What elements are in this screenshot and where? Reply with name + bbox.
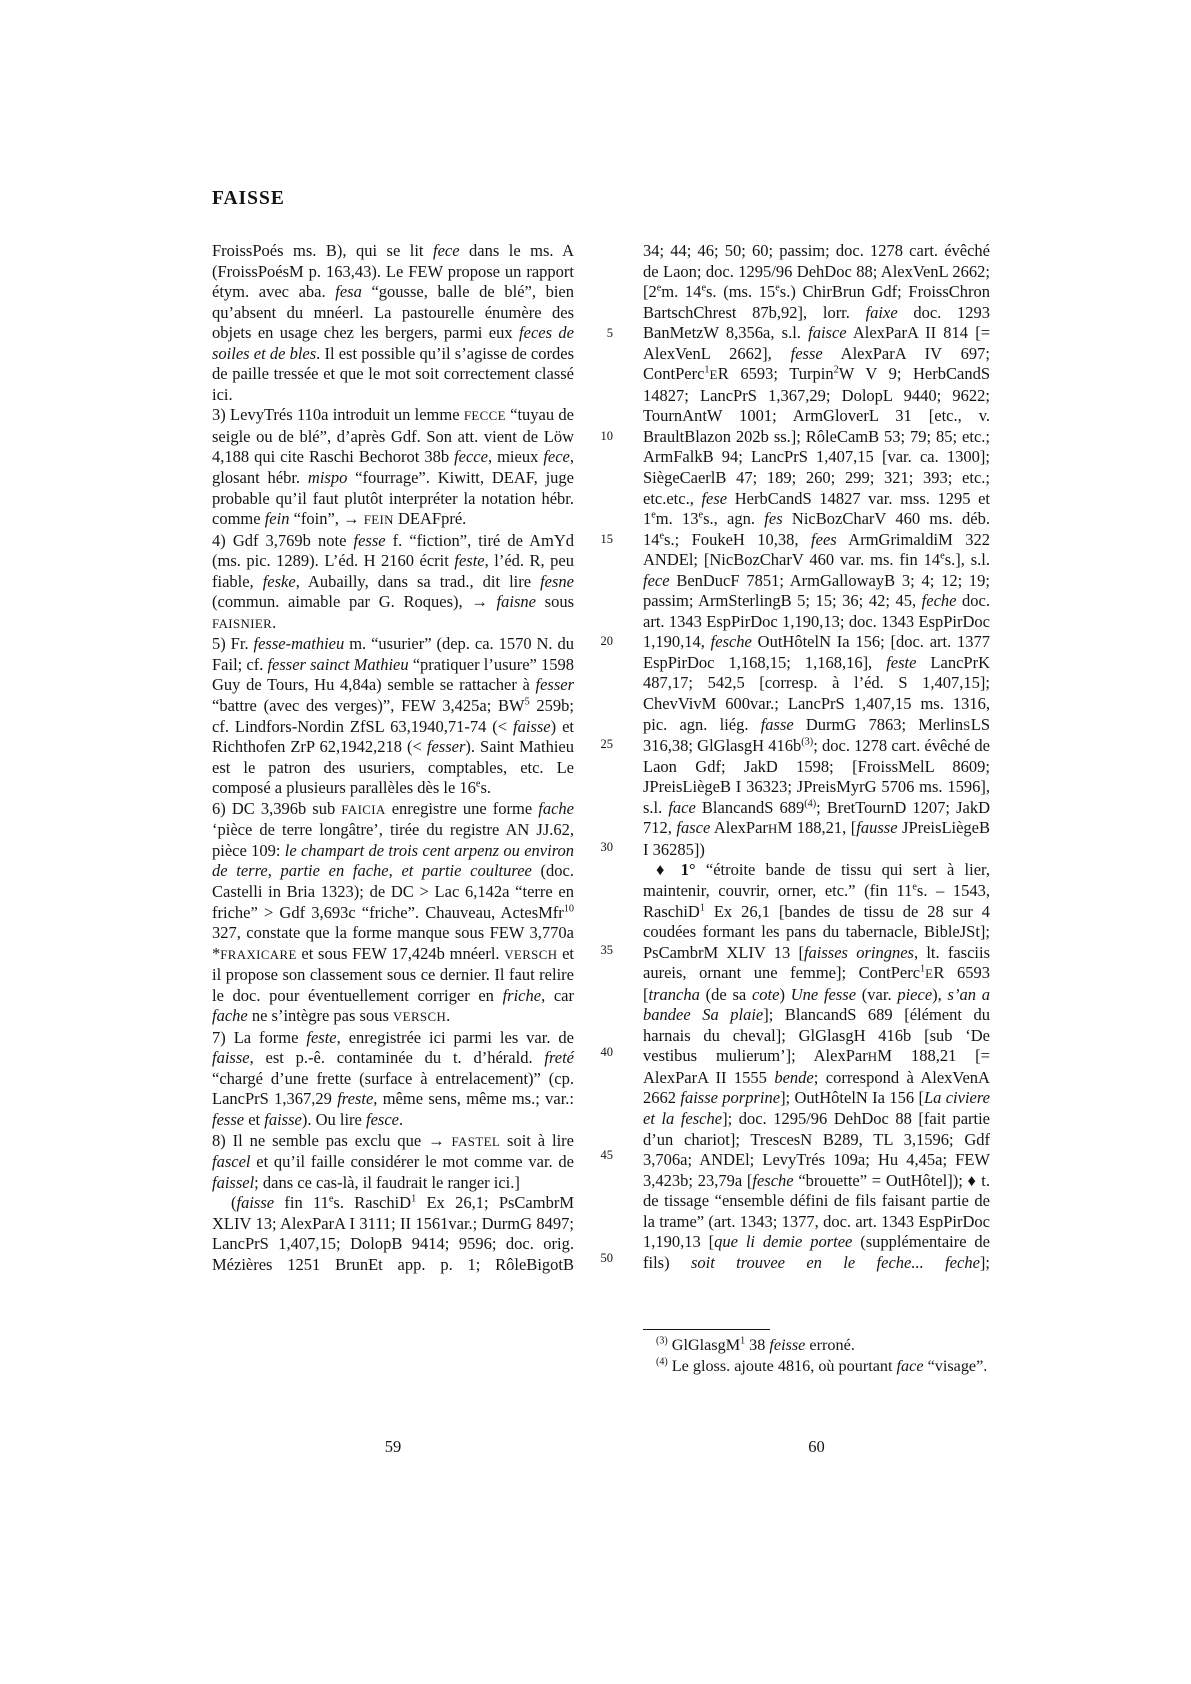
line-number: 30 bbox=[600, 839, 613, 854]
text-segment: DEAFpré. bbox=[393, 509, 467, 529]
text-segment: “pratiquer l’usure” 1598 Guy de Tours, Hu 4,84a) semble se rattacher à bbox=[212, 654, 575, 695]
text-segment: , lt. fasciis aureis, ornant une femme]; ContPerc bbox=[643, 942, 990, 983]
text-segment: ne s’intègre pas sous bbox=[247, 1006, 393, 1026]
text-segment: fese bbox=[701, 488, 728, 508]
text-segment: fece bbox=[643, 570, 670, 590]
text-segment: faixe bbox=[865, 302, 898, 322]
text-segment: , enregistrée ici parmi les var. de bbox=[336, 1027, 574, 1047]
text-segment: fesse-mathieu bbox=[253, 634, 345, 654]
text-segment: feste bbox=[886, 652, 917, 672]
text-segment: s.; FoukeH 10,38, bbox=[664, 529, 812, 549]
text-segment: Ex 26,1 [bandes de tissu de 28 sur 4 coudées formant les pans du tabernacle, BibleJSt]; PsCambrM XLIV 13 [ bbox=[643, 901, 990, 962]
text-segment: 34; 44; 46; 50; 60; passim; doc. 1278 cart. évêché de Laon; doc. 1295/96 DehDoc 88; AlexVenL 2662; [2 bbox=[643, 241, 990, 302]
text-segment: doc. 1293 BanMetzW 8,356a, s.l. bbox=[643, 302, 991, 343]
text-segment: fasse bbox=[760, 714, 794, 734]
line-number: 40 bbox=[600, 1045, 613, 1060]
text-segment: , car bbox=[541, 985, 574, 1005]
paragraph bbox=[212, 405, 574, 530]
page-number-left: 59 bbox=[384, 1437, 402, 1456]
paragraph bbox=[212, 799, 574, 1028]
text-segment: VERSCH bbox=[393, 1010, 447, 1025]
text-segment: GlGlasgM bbox=[667, 1336, 741, 1354]
line-number: 25 bbox=[600, 737, 613, 752]
text-segment: . Il est possible qu’il s’agisse de cordes de paille tressée et que le mot soit correctement classé ici. bbox=[212, 343, 574, 404]
footnote-list bbox=[643, 1335, 990, 1376]
paragraph bbox=[643, 1356, 990, 1377]
page-number-right: 60 bbox=[808, 1437, 825, 1456]
text-segment: AlexParA IV 697; ContPerc bbox=[643, 343, 990, 384]
text-segment: fece bbox=[432, 241, 460, 260]
text-segment: , mieux bbox=[487, 447, 544, 467]
text-segment: 7) La forme bbox=[212, 1027, 307, 1047]
text-segment: e bbox=[328, 1193, 334, 1205]
text-segment: cote bbox=[751, 984, 780, 1004]
text-segment: feske bbox=[262, 571, 296, 591]
text-segment: s.], s.l. bbox=[944, 550, 991, 570]
text-segment: 4) Gdf 3,769b note bbox=[212, 530, 354, 550]
text-segment: Une fesse bbox=[790, 984, 857, 1004]
text-segment: 10 bbox=[563, 903, 574, 914]
text-segment: faisne bbox=[496, 592, 536, 612]
text-segment: faisse bbox=[236, 1193, 275, 1213]
text-segment: feche bbox=[921, 591, 957, 611]
text-segment: 38 bbox=[745, 1336, 770, 1354]
text-segment: s.) ChirBrun Gdf; FroissChron BartschChrest 87b,92], lorr. bbox=[643, 282, 991, 322]
text-segment: “tuyau de seigle ou de blé”, d’après Gdf. Son att. vient de Löw 4,188 qui cite Raschi Bechorot 38b bbox=[212, 405, 574, 467]
text-segment: mispo bbox=[307, 468, 348, 488]
text-segment: faisses oringnes bbox=[803, 942, 914, 962]
text-segment: face bbox=[896, 1356, 924, 1375]
text-segment: feisse bbox=[769, 1336, 806, 1354]
text-segment: 5) Fr. bbox=[212, 634, 254, 654]
text-segment: . bbox=[272, 612, 277, 632]
text-segment: fascel bbox=[212, 1152, 251, 1172]
text-segment: e bbox=[475, 778, 481, 790]
text-segment: 2 bbox=[833, 364, 839, 376]
paragraph bbox=[212, 531, 574, 635]
text-segment: R 6593 [ bbox=[643, 963, 990, 1004]
footnote-separator-rule bbox=[643, 1329, 770, 1330]
text-segment: ( bbox=[231, 1193, 237, 1213]
text-segment: fesser sainct Mathieu bbox=[267, 654, 409, 674]
text-segment: fesse bbox=[790, 343, 823, 363]
text-segment: fesse bbox=[353, 530, 386, 550]
text-segment: friche bbox=[502, 985, 542, 1005]
text-segment: JPreisLiègeB I 36285]) bbox=[643, 818, 991, 859]
text-segment: AlexParA II 814 [= AlexVenL 2662], bbox=[643, 323, 990, 363]
text-segment: FAICIA bbox=[341, 802, 386, 817]
text-segment: faissel bbox=[212, 1172, 255, 1192]
text-segment: et il propose son classement sous ce dernier. Il faut relire le doc. pour éventuellement corriger en bbox=[212, 943, 574, 1005]
text-segment: ]; bbox=[979, 1252, 990, 1272]
text-segment: La civiere et la fesche bbox=[643, 1088, 991, 1128]
text-segment: (3) bbox=[801, 736, 814, 748]
gutter-line-numbers bbox=[589, 241, 613, 1341]
text-segment: (var. bbox=[856, 984, 898, 1004]
text-segment: feste bbox=[454, 551, 485, 571]
text-segment: ; BretTournD 1207; JakD 712, bbox=[643, 797, 990, 838]
paragraph bbox=[643, 1335, 990, 1356]
text-segment: FAISNIER bbox=[212, 616, 273, 631]
text-segment: m. 14 bbox=[661, 282, 702, 302]
text-segment: M 188,21 [= AlexParA II 1555 bbox=[643, 1046, 990, 1087]
text-segment: ), bbox=[932, 984, 948, 1004]
text-segment: m. “usurier” (dep. ca. 1570 N. du Fail; cf. bbox=[212, 634, 574, 674]
text-segment: faisse bbox=[212, 1048, 250, 1068]
paragraph bbox=[212, 1028, 574, 1131]
text-segment: face bbox=[668, 797, 696, 817]
text-segment: “visage”. bbox=[923, 1356, 988, 1375]
text-segment: e bbox=[701, 282, 706, 294]
line-number: 35 bbox=[600, 942, 613, 957]
text-segment: FASTEL bbox=[451, 1134, 501, 1149]
text-segment: , est p.-ê. contaminée du t. d’hérald. bbox=[249, 1048, 545, 1068]
text-segment: ‘pièce de terre longâtre’, tirée du registre AN JJ.62, pièce 109: bbox=[212, 820, 574, 860]
text-segment: , Aubailly, dans sa trad., dit lire bbox=[295, 571, 541, 591]
text-segment: FEIN bbox=[363, 513, 394, 528]
text-segment: W V 9; HerbCandS 14827; LancPrS 1,367,29; DolopL 9440; 9622; TournAntW 1001; ArmGloverL 31 [etc., v. BraultBlazon 202b ss.]; RôleCamB 53; 79; 85; etc.; ArmFalkB 94; LancPrS 1,407,15 [var. ca. 1300]; SiègeCaerlB 47; 189; 260; 299; 321; 393; etc.; etc.etc., bbox=[643, 364, 990, 508]
text-segment: “fourrage”. Kiwitt, DEAF, juge probable qu’il faut plutôt interpréter la notation hébr. comme bbox=[212, 468, 574, 529]
text-segment: fache bbox=[212, 1006, 248, 1026]
text-segment: et bbox=[244, 1109, 265, 1129]
text-segment: fesser bbox=[535, 675, 574, 695]
text-segment: FRAXICARE bbox=[220, 947, 297, 962]
text-segment: faisse bbox=[513, 716, 551, 736]
text-segment: ; doc. 1278 cart. évêché de Laon Gdf; JakD 1598; [FroissMelL 8609; JPreisLiègeB I 36323; JPreisMyrG 5706 ms. 1596], s.l. bbox=[643, 736, 990, 817]
text-segment: trancha bbox=[648, 984, 700, 1004]
text-segment: S bbox=[963, 718, 971, 733]
line-number: 20 bbox=[600, 634, 613, 649]
text-segment: faisse porprine bbox=[680, 1088, 781, 1108]
text-segment: ; correspond à AlexVenA 2662 bbox=[643, 1067, 990, 1108]
text-segment: fece bbox=[543, 447, 570, 467]
text-segment: (commun. aimable par G. Roques), → bbox=[212, 592, 497, 612]
text-segment: E bbox=[925, 967, 934, 982]
text-segment: NicBozCharV 460 ms. déb. 14 bbox=[643, 509, 990, 549]
text-segment: erroné. bbox=[805, 1336, 855, 1354]
text-segment: soit à lire bbox=[500, 1130, 574, 1150]
text-segment: , l’éd. R, peu fiable, bbox=[212, 551, 575, 591]
text-segment: “chargé d’une frette (surface à entrelacement)” (cp. LancPrS 1,367,29 bbox=[212, 1068, 574, 1109]
text-segment: , même sens, même ms.; var.: bbox=[373, 1089, 574, 1109]
paragraph bbox=[212, 634, 574, 798]
text-segment: FECCE bbox=[463, 409, 506, 424]
text-segment: s., agn. bbox=[703, 509, 765, 529]
text-segment: et qu’il faille considérer le mot comme var. de bbox=[250, 1152, 574, 1172]
text-segment: AlexPar bbox=[710, 818, 768, 838]
paragraph bbox=[212, 1131, 574, 1194]
text-segment: DurmG 7863; Merlin bbox=[793, 714, 964, 734]
text-segment: sous bbox=[535, 592, 574, 612]
text-segment: BenDucF 7851; ArmGallowayB 3; 4; 12; 19; passim; ArmSterlingB 5; 15; 36; 42; 45, bbox=[643, 570, 990, 611]
text-segment: fees bbox=[811, 529, 837, 549]
text-segment: ArmGrimaldiM 322 ANDEl; [NicBozCharV 460 var. ms. fin 14 bbox=[643, 529, 990, 570]
text-segment: HerbCandS 14827 var. mss. 1295 et 1 bbox=[643, 488, 990, 529]
text-segment: H bbox=[867, 1050, 878, 1065]
text-segment: le champart de trois cent arpenz ou environ de terre, partie en fache, et partie coulturee bbox=[212, 840, 575, 881]
paragraph bbox=[643, 241, 990, 860]
text-segment: 1 bbox=[411, 1193, 417, 1205]
text-segment: e bbox=[775, 282, 780, 294]
text-segment: (supplémentaire de fils) bbox=[643, 1232, 991, 1272]
text-segment: . bbox=[446, 1006, 451, 1026]
text-segment: “étroite bande de tissu qui sert à lier, maintenir, couvrir, orner, etc.” (fin 11 bbox=[643, 860, 990, 900]
text-segment: 1 bbox=[740, 1335, 746, 1347]
text-segment: ; dans ce cas-là, il faudrait le ranger ici.] bbox=[254, 1172, 520, 1192]
right-column bbox=[643, 241, 990, 1273]
paragraph bbox=[212, 241, 574, 405]
text-segment: e bbox=[912, 881, 917, 893]
text-segment: 5 bbox=[524, 696, 530, 708]
text-segment: “foin”, → bbox=[289, 509, 364, 529]
text-segment: fasce bbox=[676, 818, 711, 838]
text-segment: fesne bbox=[540, 571, 574, 591]
text-segment: fein bbox=[264, 509, 290, 529]
text-segment: soit trouvee en le feche... feche bbox=[690, 1252, 980, 1272]
line-number: 45 bbox=[600, 1148, 613, 1163]
text-segment: “battre (avec des verges)”, FEW 3,425a; BW bbox=[212, 696, 525, 716]
text-segment: fesse bbox=[212, 1109, 245, 1129]
text-segment: , glosant hébr. bbox=[212, 447, 574, 488]
text-segment: 1° bbox=[680, 860, 696, 880]
text-segment: f. “fiction”, tiré de AmYd (ms. pic. 1289). L’éd. H 2160 écrit bbox=[212, 530, 574, 571]
text-segment: freté bbox=[544, 1048, 574, 1068]
line-number: 50 bbox=[600, 1250, 613, 1265]
line-number: 10 bbox=[600, 428, 613, 443]
line-number: 5 bbox=[606, 326, 613, 341]
text-segment: Le gloss. ajoute 4816, où pourtant bbox=[667, 1356, 897, 1375]
text-segment: que li demie portee bbox=[714, 1232, 853, 1252]
text-segment: fin 11 bbox=[274, 1193, 329, 1213]
text-segment: fesser bbox=[426, 737, 466, 757]
text-segment: LS 316,38; GlGlasgH 416b bbox=[643, 714, 990, 756]
text-segment: ]; doc. 1295/96 DehDoc 88 [fait partie d’un chariot]; TrescesN B289, TL 3,1596; Gdf 3,706a; ANDEl; LevyTrés 109a; Hu 4,45a; FEW 3,423b; 23,79a [ bbox=[643, 1108, 991, 1190]
footnotes-block bbox=[643, 1329, 990, 1376]
text-segment: fesa bbox=[335, 282, 362, 302]
page-header-headword: FAISSE bbox=[212, 188, 285, 209]
text-segment: piece bbox=[897, 984, 933, 1004]
text-segment: (de sa bbox=[699, 984, 752, 1004]
text-segment: s. – 1543, RaschiD bbox=[643, 880, 990, 921]
text-segment: ♦ bbox=[656, 860, 681, 880]
text-segment: VERSCH bbox=[504, 947, 558, 962]
text-segment: 259b; cf. Lindfors-Nordin ZfSL 63,1940,71-74 (< bbox=[212, 696, 574, 736]
text-segment: feces de soiles et de bles bbox=[212, 323, 574, 363]
text-segment: s. (ms. 15 bbox=[705, 282, 776, 302]
text-segment: 1 bbox=[699, 902, 705, 913]
text-segment: enregistre une forme bbox=[385, 798, 539, 818]
text-segment: dans le ms. A (FroissPoésM p. 163,43). Le FEW propose un rapport étym. avec aba. bbox=[212, 241, 574, 302]
text-segment: doc. art. 1343 EspPirDoc 1,190,13; doc. 1343 EspPirDoc 1,190,14, bbox=[643, 591, 990, 652]
text-segment: fesce bbox=[366, 1109, 399, 1129]
text-segment: ). Saint Mathieu est le patron des usuriers, comptables, etc. Le composé a plusieurs parallèles dès le 16 bbox=[212, 737, 574, 798]
text-segment: e bbox=[651, 509, 656, 521]
text-segment: Ex 26,1; PsCambrM XLIV 13; AlexParA I 3111; II 1561var.; DurmG 8497; LancPrS 1,407,15; DolopB 9414; 9596; doc. orig. Mézières 1251 BrunEt app. p. 1; RôleBigotB bbox=[212, 1193, 574, 1274]
text-segment: M 188,21, [ bbox=[777, 818, 857, 838]
text-segment: fesche bbox=[752, 1170, 794, 1190]
text-segment: bende bbox=[774, 1067, 814, 1087]
text-segment: “brouette” = OutHôtel]); ♦ t. de tissage “ensemble défini de fils faisant partie de la trame” (art. 1343; 1377, doc. art. 1343 EspPirDoc 1,190,13 [ bbox=[643, 1170, 991, 1252]
text-segment: “gousse, balle de blé”, bien qu’absent du mnéerl. La pastourelle énumère des objets en usage chez les bergers, parmi eux bbox=[212, 282, 574, 343]
text-segment: et sous FEW 17,424b mnéerl. bbox=[296, 943, 505, 963]
text-segment: 6) DC 3,396b sub bbox=[212, 798, 342, 818]
text-segment: 327, constate que la forme manque sous FEW 3,770a * bbox=[212, 923, 574, 963]
text-segment: (doc. Castelli in Bria 1323); de DC > Lac 6,142a “terre en friche” > Gdf 3,693c “friche”. Chauveau, ActesMfr bbox=[212, 861, 574, 922]
text-segment: fache bbox=[538, 798, 574, 818]
text-segment: e bbox=[659, 530, 665, 542]
text-segment: (4) bbox=[804, 798, 817, 810]
paragraph bbox=[643, 860, 990, 1273]
text-segment: feste bbox=[306, 1027, 337, 1047]
text-segment: ]; BlancandS 689 [élément du harnais du cheval]; GlGlasgH 416b [sub ‘De vestibus mulierum’]; AlexPar bbox=[643, 1005, 990, 1066]
text-segment: 1 bbox=[704, 364, 710, 376]
text-segment: R 6593; Turpin bbox=[717, 364, 834, 384]
text-segment: (3) bbox=[656, 1335, 668, 1347]
text-segment: fes bbox=[764, 509, 783, 529]
text-segment: LancPrK 487,17; 542,5 [corresp. à l’éd. S 1,407,15]; ChevVivM 600var.; LancPrS 1,407,15 ms. 1316, pic. agn. liég. bbox=[643, 652, 990, 734]
text-segment: ) bbox=[779, 984, 791, 1004]
text-segment: BlancandS 689 bbox=[695, 797, 805, 817]
text-segment: . bbox=[398, 1109, 404, 1129]
text-segment: e bbox=[940, 550, 945, 562]
text-segment: 8) Il ne semble pas exclu que → bbox=[212, 1130, 452, 1150]
text-segment: fecce bbox=[454, 447, 488, 467]
text-segment: s’an a bandee Sa plaie bbox=[643, 984, 990, 1025]
text-segment: 3) LevyTrés 110a introduit un lemme bbox=[212, 405, 464, 425]
text-segment: e bbox=[656, 282, 662, 294]
left-column bbox=[212, 241, 574, 1275]
text-segment: faisse bbox=[264, 1109, 302, 1129]
text-segment: 1 bbox=[920, 963, 926, 975]
text-segment: H bbox=[767, 822, 778, 837]
text-segment: OutHôtelN Ia 156; [doc. art. 1377 EspPirDoc 1,168,15; 1,168,16], bbox=[643, 632, 990, 672]
text-segment: fesche bbox=[710, 632, 752, 652]
line-number: 15 bbox=[600, 531, 613, 546]
text-segment: (4) bbox=[656, 1356, 668, 1368]
text-segment: faisce bbox=[808, 323, 847, 343]
text-segment: s. RaschiD bbox=[333, 1193, 412, 1213]
text-segment: ) et Richthofen ZrP 62,1942,218 (< bbox=[212, 716, 574, 757]
text-segment: E bbox=[709, 368, 718, 383]
text-segment: FroissPoés ms. B), qui se lit bbox=[212, 241, 433, 260]
text-segment: ). Ou lire bbox=[301, 1109, 366, 1129]
text-segment: s. bbox=[480, 778, 492, 798]
text-segment: ]; OutHôtelN Ia 156 [ bbox=[780, 1088, 924, 1108]
paragraph bbox=[212, 1193, 574, 1275]
text-segment: fausse bbox=[856, 818, 898, 838]
text-segment: e bbox=[698, 509, 704, 521]
text-segment: m. 13 bbox=[655, 509, 699, 529]
text-segment: freste bbox=[337, 1089, 374, 1109]
